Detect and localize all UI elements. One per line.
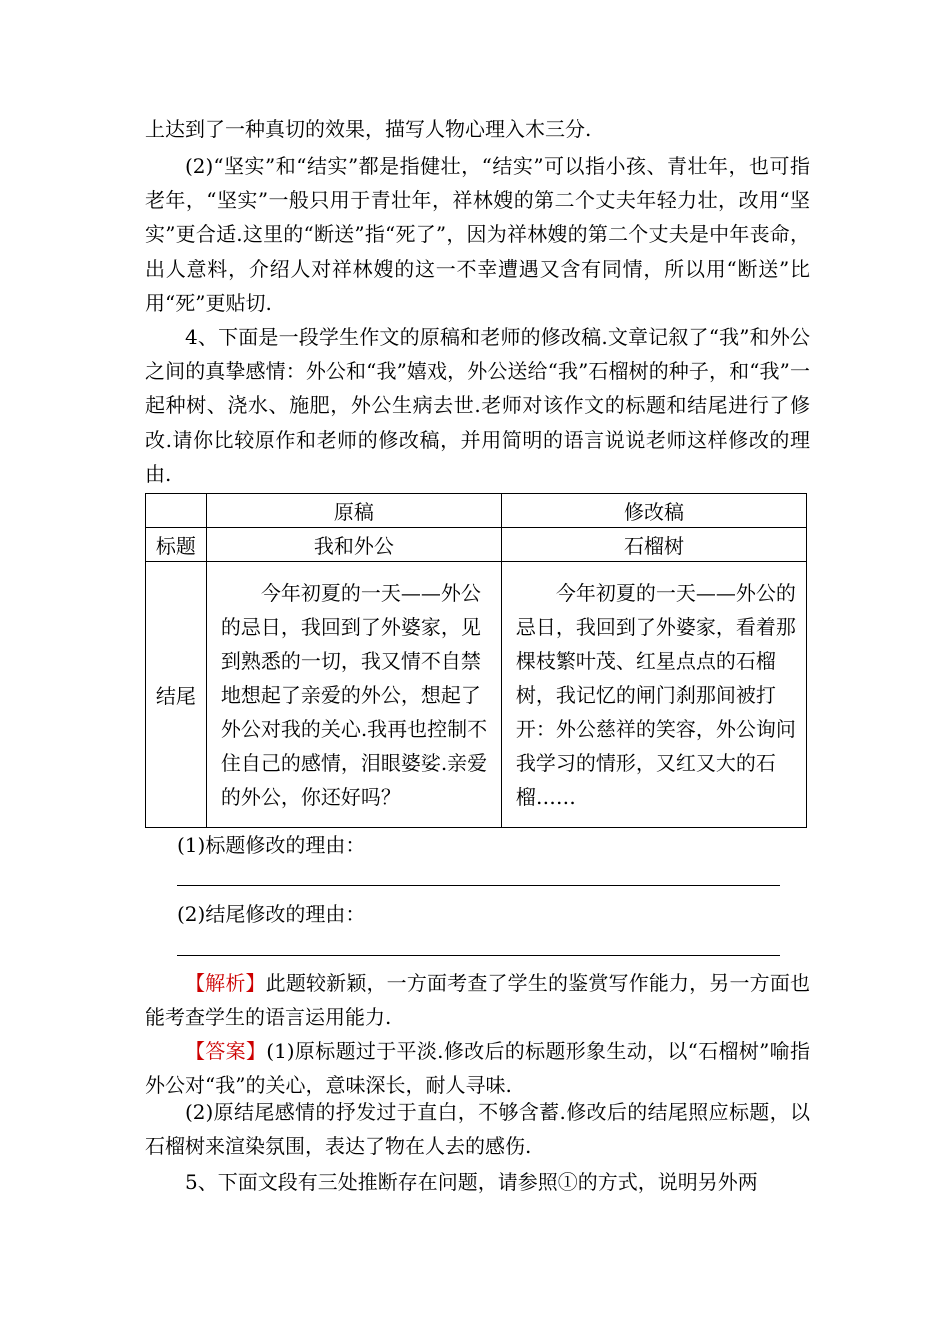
answer-text-1: (1)原标题过于平淡.修改后的标题形象生动，以“石榴树”喻指外公对“我”的关心，意味深长，耐人寻味. xyxy=(145,1039,811,1098)
comparison-table xyxy=(145,493,807,828)
answer-tag: 【答案】 xyxy=(185,1039,267,1063)
question-2-label: (2)结尾修改的理由： xyxy=(177,902,366,926)
header-revised: 修改稿 xyxy=(501,494,806,528)
answer-paragraph-1 xyxy=(145,1034,810,1102)
header-original: 原稿 xyxy=(206,494,501,528)
table-row-ending xyxy=(146,562,807,828)
continued-line: 上达到了一种真切的效果，描写人物心理入木三分. xyxy=(145,117,592,141)
ending-revised: 今年初夏的一天——外公的忌日，我回到了外婆家，看着那棵枝繁叶茂、红星点点的石榴树，我记忆的闸门刹那间被打开：外公慈祥的笑容，外公询问我学习的情形，又红又大的石榴…… xyxy=(515,580,796,809)
answer-blank-2 xyxy=(177,955,780,956)
ending-revised-cell xyxy=(501,562,806,828)
row-label-ending: 结尾 xyxy=(146,562,207,828)
question-1-label: (1)标题修改的理由： xyxy=(177,833,366,857)
question-5-prompt: 5、下面文段有三处推断存在问题，请参照①的方式，说明另外两 xyxy=(185,1170,758,1194)
ending-original: 今年初夏的一天——外公的忌日，我回到了外婆家，见到熟悉的一切，我又情不自禁地想起了亲爱的外公，想起了外公对我的关心.我再也控制不住自己的感情，泪眼婆娑.亲爱的外公，你还好吗？ xyxy=(220,580,488,809)
ending-original-cell xyxy=(206,562,501,828)
title-original: 我和外公 xyxy=(206,528,501,562)
explanation-paragraph-2: (2)“坚实”和“结实”都是指健壮，“结实”可以指小孩、青壮年，也可指老年，“坚实”一般只用于青壮年，祥林嫂的第二个丈夫年轻力壮，改用“坚实”更合适.这里的“断送”指“死了”，因为祥林嫂的第二个丈夫是中年丧命，出人意料，介绍人对祥林嫂的这一不幸遭遇又含有同情，所以用“断送”比用“死”更贴切. xyxy=(145,154,810,315)
table-corner-cell xyxy=(146,494,207,528)
answer-paragraph-2: (2)原结尾感情的抒发过于直白，不够含蓄.修改后的结尾照应标题，以石榴树来渲染氛围，表达了物在人去的感伤. xyxy=(145,1100,810,1159)
analysis-paragraph xyxy=(145,966,810,1034)
title-revised: 石榴树 xyxy=(501,528,806,562)
table-row-title xyxy=(146,528,807,562)
analysis-tag: 【解析】 xyxy=(185,971,266,995)
row-label-title: 标题 xyxy=(146,528,207,562)
answer-blank-1 xyxy=(177,885,780,886)
table-header-row xyxy=(146,494,807,528)
analysis-text: 此题较新颖，一方面考查了学生的鉴赏写作能力，另一方面也能考查学生的语言运用能力. xyxy=(145,971,811,1030)
question-4-prompt: 4、下面是一段学生作文的原稿和老师的修改稿.文章记叙了“我”和外公之间的真挚感情：外公和“我”嬉戏，外公送给“我”石榴树的种子，和“我”一起种树、浇水、施肥，外公生病去世.老师对该作文的标题和结尾进行了修改.请你比较原作和老师的修改稿，并用简明的语言说说老师这样修改的理由. xyxy=(145,325,810,486)
